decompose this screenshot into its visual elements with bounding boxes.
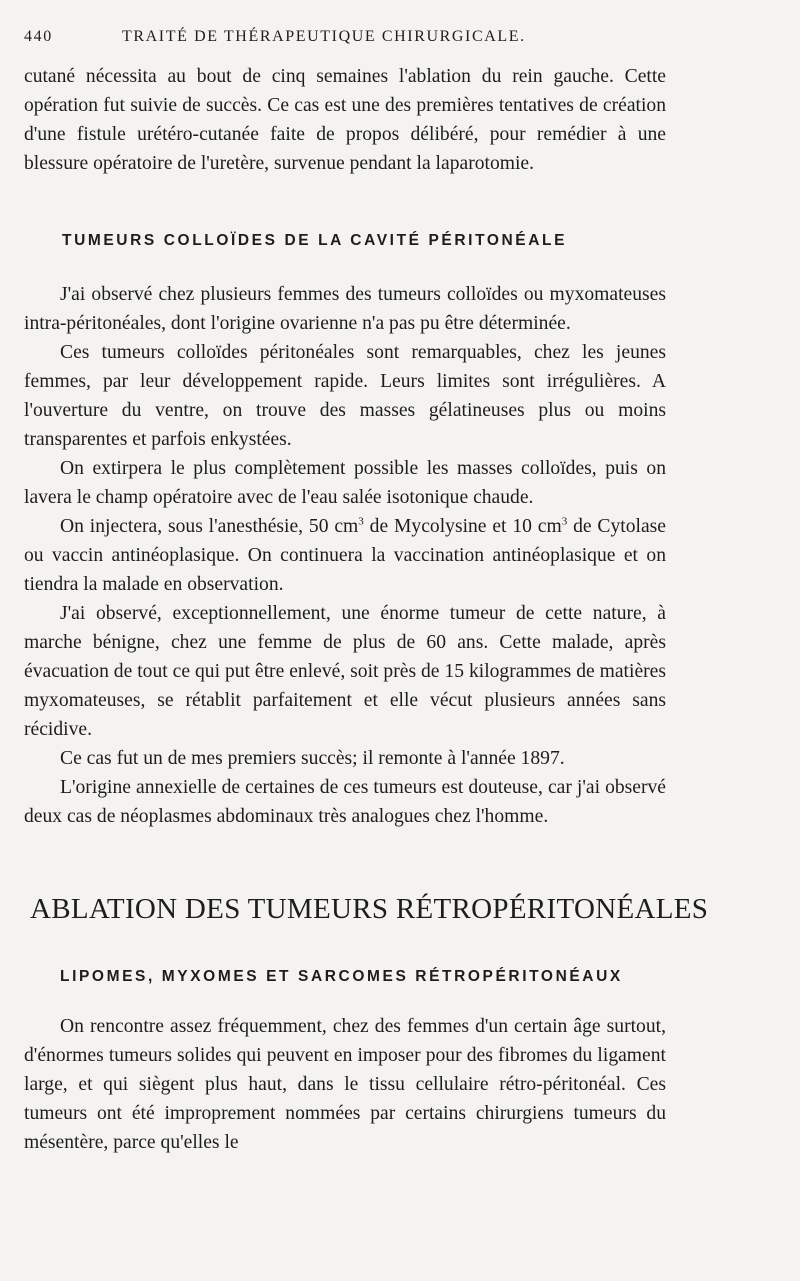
section-retroperitoneal-body [24,1012,666,1157]
injection-text-part: de Cytolase ou vaccin antinéoplasique. On continuera la vaccination antinéoplasique et on tiendra la malade en observation. [24,516,666,595]
body-paragraph: On extirpera le plus complètement possible les masses colloïdes, puis on lavera le champ opératoire avec de l'eau salée isotonique chaude. [24,458,666,508]
superscript: 3 [358,515,364,528]
superscript: 3 [561,515,568,528]
section-heading-retroperitoneal: LIPOMES, MYXOMES ET SARCOMES RÉTROPÉRITONÉAUX [60,968,623,985]
intro-paragraph: cutané nécessita au bout de cinq semaines l'ablation du rein gauche. Cette opération fut suivie de succès. Ce cas est une des premières tentatives de création d'une fistule urétéro-cutanée faite de propos délibéré, pour remédier à une blessure opératoire de l'uretère, survenue pendant la laparotomie. [24,66,666,174]
running-title: TRAITÉ DE THÉRAPEUTIQUE CHIRURGICALE. [122,28,526,45]
page-number: 440 [24,28,53,45]
body-paragraph: On rencontre assez fréquemment, chez des femmes d'un certain âge surtout, d'énormes tumeurs solides qui peuvent en imposer pour des fibromes du ligament large, et qui siègent plus haut, dans le tissu cellulaire rétro-péritonéal. Ces tumeurs ont été improprement nommées par certains chirurgiens tumeurs du mésentère, parce qu'elles le [24,1016,666,1153]
chapter-heading: ABLATION DES TUMEURS RÉTROPÉRITONÉALES [30,893,709,925]
body-paragraph: J'ai observé, exceptionnellement, une énorme tumeur de cette nature, à marche bénigne, chez une femme de plus de 60 ans. Cette malade, après évacuation de tout ce qui put être enlevé, soit près de 15 kilogrammes de matières myxomateuses, se rétablit parfaitement et elle vécut plusieurs années sans récidive. [24,603,666,740]
body-paragraph: L'origine annexielle de certaines de ces tumeurs est douteuse, car j'ai observé deux cas de néoplasmes abdominaux très analogues chez l'homme. [24,777,666,827]
injection-paragraph [24,512,666,599]
body-paragraph: Ces tumeurs colloïdes péritonéales sont remarquables, chez les jeunes femmes, par leur développement rapide. Leurs limites sont irrégulières. A l'ouverture du ventre, on trouve des masses gélatineuses plus ou moins transparentes et parfois enkystées. [24,342,666,450]
injection-text-part: On injectera, sous l'anesthésie, 50 cm [60,516,359,537]
injection-text-part: de Mycolysine et 10 cm [363,516,562,537]
section-colloid-body [24,280,666,831]
section-heading-colloid-tumours: TUMEURS COLLOÏDES DE LA CAVITÉ PÉRITONÉALE [62,232,568,249]
body-paragraph: J'ai observé chez plusieurs femmes des tumeurs colloïdes ou myxomateuses intra-péritonéales, dont l'origine ovarienne n'a pas pu être déterminée. [24,284,666,334]
body-paragraph: Ce cas fut un de mes premiers succès; il remonte à l'année 1897. [60,748,565,769]
intro-block [24,62,666,178]
